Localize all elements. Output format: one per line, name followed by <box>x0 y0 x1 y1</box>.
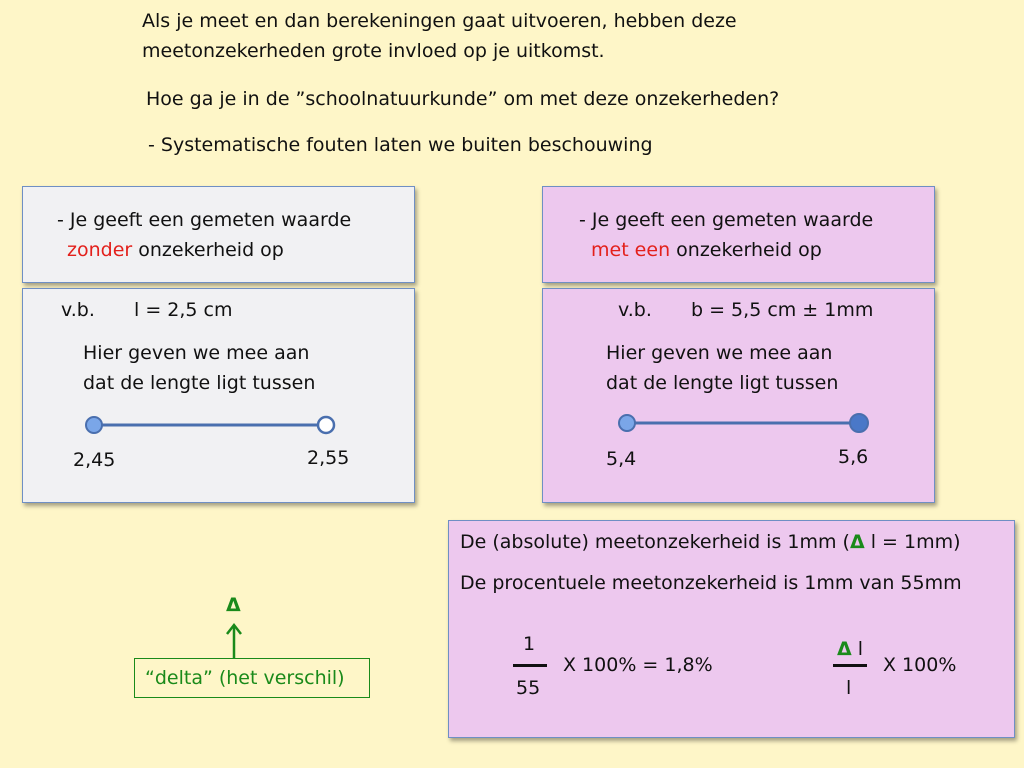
right-header-box <box>542 186 935 283</box>
right-high-label: 5,6 <box>838 446 869 468</box>
intro-question: Hoe ga je in de ”schoolnatuurkunde” om met deze onzekerheden? <box>146 88 780 110</box>
fraction2-result: X 100% <box>883 654 957 676</box>
left-open-endpoint <box>318 417 334 433</box>
absolute-uncertainty-line <box>460 527 961 557</box>
right-interval-diagram <box>611 409 881 439</box>
percent-uncertainty-line: De procentuele meetonzekerheid is 1mm van 55mm <box>460 572 962 594</box>
left-header-line1: - Je geeft een gemeten waarde <box>57 209 352 231</box>
fraction2-numerator <box>837 634 863 664</box>
delta-symbol: Δ <box>226 594 241 616</box>
fraction2-denominator: l <box>846 677 852 699</box>
right-high-endpoint <box>850 414 868 432</box>
left-header-highlight: zonder <box>67 239 133 261</box>
fraction2-delta-symbol: Δ <box>837 638 852 660</box>
right-explain-line1: Hier geven we mee aan <box>606 342 833 364</box>
delta-label: “delta” (het verschil) <box>145 667 345 689</box>
right-vb: v.b. <box>618 299 652 321</box>
left-low-label: 2,45 <box>73 449 116 471</box>
right-example-box <box>542 288 935 503</box>
delta-label-box <box>134 658 370 698</box>
intro-line-1: Als je meet en dan berekeningen gaat uitvoeren, hebben deze <box>142 10 737 32</box>
left-vb: v.b. <box>61 299 95 321</box>
fraction2-numerator-rest: l <box>851 638 864 660</box>
right-header-highlight: met een <box>591 239 671 261</box>
left-header-line2 <box>67 235 284 265</box>
right-low-label: 5,4 <box>606 448 637 470</box>
left-header-box <box>22 186 415 283</box>
delta-arrow-icon <box>224 622 244 660</box>
right-header-line1: - Je geeft een gemeten waarde <box>579 209 874 231</box>
right-header-line2 <box>591 235 822 265</box>
fraction1-bar <box>513 664 547 667</box>
fraction1-result: X 100% = 1,8% <box>563 654 713 676</box>
fraction2-bar <box>833 664 867 667</box>
uncertainty-info-box <box>448 520 1015 738</box>
left-interval-diagram <box>78 411 338 441</box>
left-high-label: 2,55 <box>307 447 350 469</box>
left-example-box <box>22 288 415 503</box>
left-example-value: l = 2,5 cm <box>134 299 233 321</box>
absolute-suffix: l = 1mm) <box>864 531 961 553</box>
intro-line-2: meetonzekerheden grote invloed op je uitkomst. <box>142 40 605 62</box>
right-low-endpoint <box>619 415 635 431</box>
left-explain-line2: dat de lengte ligt tussen <box>83 372 316 394</box>
left-header-rest: onzekerheid op <box>132 239 284 261</box>
right-explain-line2: dat de lengte ligt tussen <box>606 372 839 394</box>
fraction1-denominator: 55 <box>516 677 541 699</box>
right-example-value: b = 5,5 cm ± 1mm <box>691 299 874 321</box>
absolute-prefix: De (absolute) meetonzekerheid is 1mm ( <box>460 531 850 553</box>
left-explain-line1: Hier geven we mee aan <box>83 342 310 364</box>
absolute-delta-symbol: Δ <box>849 531 865 553</box>
right-header-rest: onzekerheid op <box>670 239 822 261</box>
systematic-errors-note: - Systematische fouten laten we buiten beschouwing <box>148 134 653 156</box>
fraction1-numerator: 1 <box>523 633 536 655</box>
left-closed-endpoint <box>86 417 102 433</box>
